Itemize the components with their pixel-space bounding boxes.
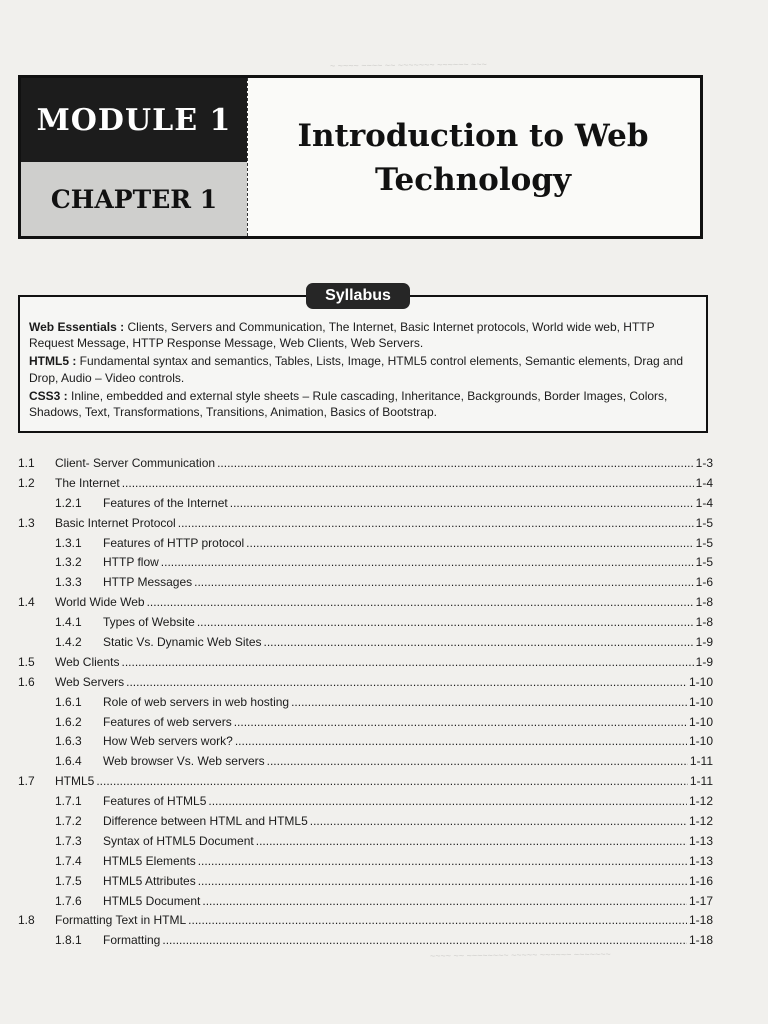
- toc-page-number: 1-13: [688, 833, 713, 848]
- toc-entry: [55, 453, 713, 473]
- toc-row: [18, 652, 713, 672]
- toc-entry: [55, 771, 713, 791]
- toc-page-number: 1-9: [695, 635, 713, 650]
- chapter-title: [257, 114, 689, 202]
- syllabus-item-text: Inline, embedded and external style sheets – Rule cascading, Inheritance, Backgrounds, Border Images, Colors, Shadows, Text, Transformations, Transitions, Animation, Basics of Bootstrap.: [29, 388, 668, 420]
- toc-leader-dots: [246, 533, 693, 553]
- toc-entry: [103, 751, 713, 771]
- syllabus-text: [29, 319, 693, 422]
- toc-entry: [55, 473, 713, 493]
- toc-number: 1.3: [18, 515, 35, 530]
- toc-title: HTTP flow: [103, 555, 159, 570]
- chapter-header: [18, 75, 703, 239]
- toc-leader-dots: [126, 672, 687, 692]
- toc-title: The Internet: [55, 475, 120, 490]
- toc-page-number: 1-18: [688, 933, 713, 948]
- toc-number: 1.6: [18, 674, 35, 689]
- toc-entry: [103, 712, 713, 732]
- toc-number: 1.4.2: [55, 635, 82, 650]
- toc-page-number: 1-11: [689, 774, 713, 789]
- toc-row: [18, 831, 713, 851]
- toc-leader-dots: [291, 692, 687, 712]
- toc-entry: [103, 811, 713, 831]
- toc-row: [18, 751, 713, 771]
- toc-page-number: 1-10: [688, 674, 713, 689]
- toc-page-number: 1-5: [695, 555, 713, 570]
- toc-entry: [55, 910, 713, 930]
- toc-row: [18, 552, 713, 572]
- toc-number: 1.8.1: [55, 933, 82, 948]
- toc-page-number: 1-12: [688, 814, 713, 829]
- toc-page-number: 1-4: [695, 475, 713, 490]
- toc-page-number: 1-8: [695, 595, 713, 610]
- toc-row: [18, 791, 713, 811]
- table-of-contents: [18, 453, 713, 950]
- toc-page-number: 1-3: [695, 456, 713, 470]
- toc-number: 1.1: [18, 456, 35, 470]
- toc-entry: [103, 851, 713, 871]
- syllabus-item: [29, 353, 693, 386]
- toc-leader-dots: [194, 572, 694, 592]
- toc-leader-dots: [235, 731, 687, 751]
- toc-number: 1.5: [18, 654, 35, 669]
- toc-leader-dots: [202, 891, 687, 911]
- bleed-through-text: ~ ~~~~ ~~~~ ~~ ~~~~~~~ ~~~~~~ ~~~: [329, 59, 487, 71]
- toc-title: Formatting: [103, 933, 161, 948]
- toc-title: HTML5 Elements: [103, 853, 196, 868]
- toc-entry: [103, 831, 713, 851]
- toc-entry: [55, 652, 713, 672]
- toc-leader-dots: [121, 652, 693, 672]
- toc-title: HTML5 Attributes: [103, 873, 196, 888]
- toc-row: [18, 712, 713, 732]
- toc-entry: [103, 552, 713, 572]
- toc-leader-dots: [96, 771, 688, 791]
- toc-leader-dots: [198, 871, 687, 891]
- toc-row: [18, 672, 713, 692]
- toc-entry: [103, 891, 713, 911]
- toc-entry: [103, 692, 713, 712]
- toc-row: [18, 592, 713, 612]
- toc-entry: [55, 513, 713, 533]
- toc-title: Features of web servers: [103, 714, 232, 729]
- toc-page-number: 1-18: [688, 913, 713, 928]
- toc-leader-dots: [256, 831, 687, 851]
- bleed-through-text: ~~~~ ~~ ~~~~~~~~ ~~~~~ ~~~~~~ ~~~~~~~: [429, 949, 611, 961]
- toc-title: Role of web servers in web hosting: [103, 694, 290, 709]
- toc-number: 1.7.1: [55, 794, 82, 809]
- toc-page-number: 1-17: [688, 893, 713, 908]
- toc-row: [18, 771, 713, 791]
- toc-leader-dots: [162, 930, 687, 950]
- toc-title: Difference between HTML and HTML5: [103, 814, 308, 829]
- syllabus-item-heading: HTML5 :: [29, 354, 77, 369]
- toc-title: Web Servers: [55, 674, 125, 689]
- toc-title: HTML5 Document: [103, 893, 201, 908]
- toc-number: 1.7.2: [55, 814, 82, 829]
- toc-entry: [103, 871, 713, 891]
- toc-page-number: 1-11: [689, 754, 713, 769]
- toc-page-number: 1-12: [688, 794, 713, 809]
- toc-leader-dots: [230, 493, 694, 513]
- toc-number: 1.6.4: [55, 754, 82, 769]
- toc-leader-dots: [198, 851, 687, 871]
- toc-page-number: 1-10: [688, 714, 713, 729]
- chapter-label: CHAPTER 1: [21, 162, 247, 236]
- syllabus-item-text: Clients, Servers and Communication, The Internet, Basic Internet protocols, World wide web, HTTP Request Message, HTTP Response Message, Web Clients, Web Servers.: [29, 320, 655, 351]
- syllabus-box: [18, 287, 708, 433]
- toc-number: 1.3.3: [55, 575, 82, 590]
- toc-number: 1.2.1: [55, 495, 82, 510]
- toc-title: Web browser Vs. Web servers: [103, 754, 265, 769]
- toc-row: [18, 731, 713, 751]
- toc-title: Features of HTML5: [103, 794, 207, 809]
- toc-title: HTML5: [55, 774, 95, 789]
- toc-entry: [55, 592, 713, 612]
- toc-row: [18, 493, 713, 513]
- toc-row: [18, 513, 713, 533]
- toc-page-number: 1-10: [688, 694, 713, 709]
- toc-entry: [103, 930, 713, 950]
- toc-leader-dots: [217, 453, 694, 473]
- syllabus-item: [29, 388, 693, 421]
- toc-leader-dots: [264, 632, 694, 652]
- toc-number: 1.6.3: [55, 734, 82, 749]
- toc-number: 1.2: [18, 475, 35, 490]
- toc-title: Features of HTTP protocol: [103, 535, 245, 550]
- toc-number: 1.7: [18, 774, 35, 789]
- toc-number: 1.7.5: [55, 873, 82, 888]
- toc-entry: [103, 572, 713, 592]
- toc-entry: [103, 493, 713, 513]
- toc-title: Types of Website: [103, 615, 195, 630]
- toc-number: 1.8: [18, 913, 35, 928]
- toc-page-number: 1-13: [688, 853, 713, 868]
- syllabus-item: [29, 319, 693, 352]
- toc-leader-dots: [161, 552, 694, 572]
- toc-number: 1.7.3: [55, 833, 82, 848]
- toc-number: 1.4: [18, 595, 35, 610]
- toc-leader-dots: [178, 513, 694, 533]
- toc-entry: [103, 612, 713, 632]
- toc-leader-dots: [267, 751, 688, 771]
- toc-row: [18, 632, 713, 652]
- toc-page-number: 1-16: [688, 873, 713, 888]
- syllabus-item-text: Fundamental syntax and semantics, Tables, Lists, Image, HTML5 control elements, Semantic elements, Drag and Drop, Audio – Video controls.: [29, 354, 684, 385]
- toc-page-number: 1-10: [688, 734, 713, 749]
- toc-page-number: 1-9: [695, 654, 713, 669]
- toc-entry: [103, 632, 713, 652]
- toc-number: 1.6.1: [55, 694, 82, 709]
- toc-page-number: 1-5: [695, 535, 713, 550]
- toc-row: [18, 572, 713, 592]
- toc-title: Web Clients: [55, 654, 120, 669]
- toc-entry: [103, 791, 713, 811]
- toc-row: [18, 811, 713, 831]
- toc-row: [18, 930, 713, 950]
- toc-page-number: 1-4: [695, 495, 713, 510]
- toc-leader-dots: [197, 612, 694, 632]
- syllabus-item-heading: CSS3 :: [29, 388, 68, 403]
- toc-row: [18, 453, 713, 473]
- toc-title: Syntax of HTML5 Document: [103, 833, 254, 848]
- toc-title: Features of the Internet: [103, 495, 228, 510]
- toc-row: [18, 910, 713, 930]
- toc-title: Static Vs. Dynamic Web Sites: [103, 635, 262, 650]
- toc-row: [18, 851, 713, 871]
- toc-number: 1.3.1: [55, 535, 82, 550]
- module-label: MODULE 1: [21, 78, 247, 162]
- toc-title: World Wide Web: [55, 595, 145, 610]
- toc-leader-dots: [122, 473, 694, 493]
- toc-leader-dots: [234, 712, 687, 732]
- toc-row: [18, 533, 713, 553]
- toc-title: Formatting Text in HTML: [55, 913, 187, 928]
- toc-leader-dots: [310, 811, 687, 831]
- toc-page-number: 1-5: [695, 515, 713, 530]
- toc-number: 1.7.6: [55, 893, 82, 908]
- toc-row: [18, 473, 713, 493]
- toc-row: [18, 692, 713, 712]
- header-divider: [247, 78, 248, 236]
- toc-leader-dots: [147, 592, 694, 612]
- toc-leader-dots: [188, 910, 687, 930]
- syllabus-label: Syllabus: [306, 283, 410, 309]
- toc-row: [18, 871, 713, 891]
- syllabus-item-heading: Web Essentials :: [29, 320, 125, 334]
- toc-number: 1.7.4: [55, 853, 82, 868]
- toc-number: 1.6.2: [55, 714, 82, 729]
- toc-title: HTTP Messages: [103, 575, 193, 590]
- toc-page-number: 1-8: [695, 615, 713, 630]
- toc-number: 1.4.1: [55, 615, 82, 630]
- toc-title: Client- Server Communication: [55, 456, 216, 470]
- toc-title: How Web servers work?: [103, 734, 233, 749]
- toc-entry: [55, 672, 713, 692]
- toc-page-number: 1-6: [695, 575, 713, 590]
- toc-number: 1.3.2: [55, 555, 82, 570]
- toc-entry: [103, 533, 713, 553]
- toc-row: [18, 612, 713, 632]
- toc-entry: [103, 731, 713, 751]
- chapter-title-line-2: Technology: [374, 162, 571, 198]
- toc-title: Basic Internet Protocol: [55, 515, 176, 530]
- toc-leader-dots: [208, 791, 687, 811]
- toc-row: [18, 891, 713, 911]
- chapter-title-line-1: Introduction to Web: [297, 118, 649, 154]
